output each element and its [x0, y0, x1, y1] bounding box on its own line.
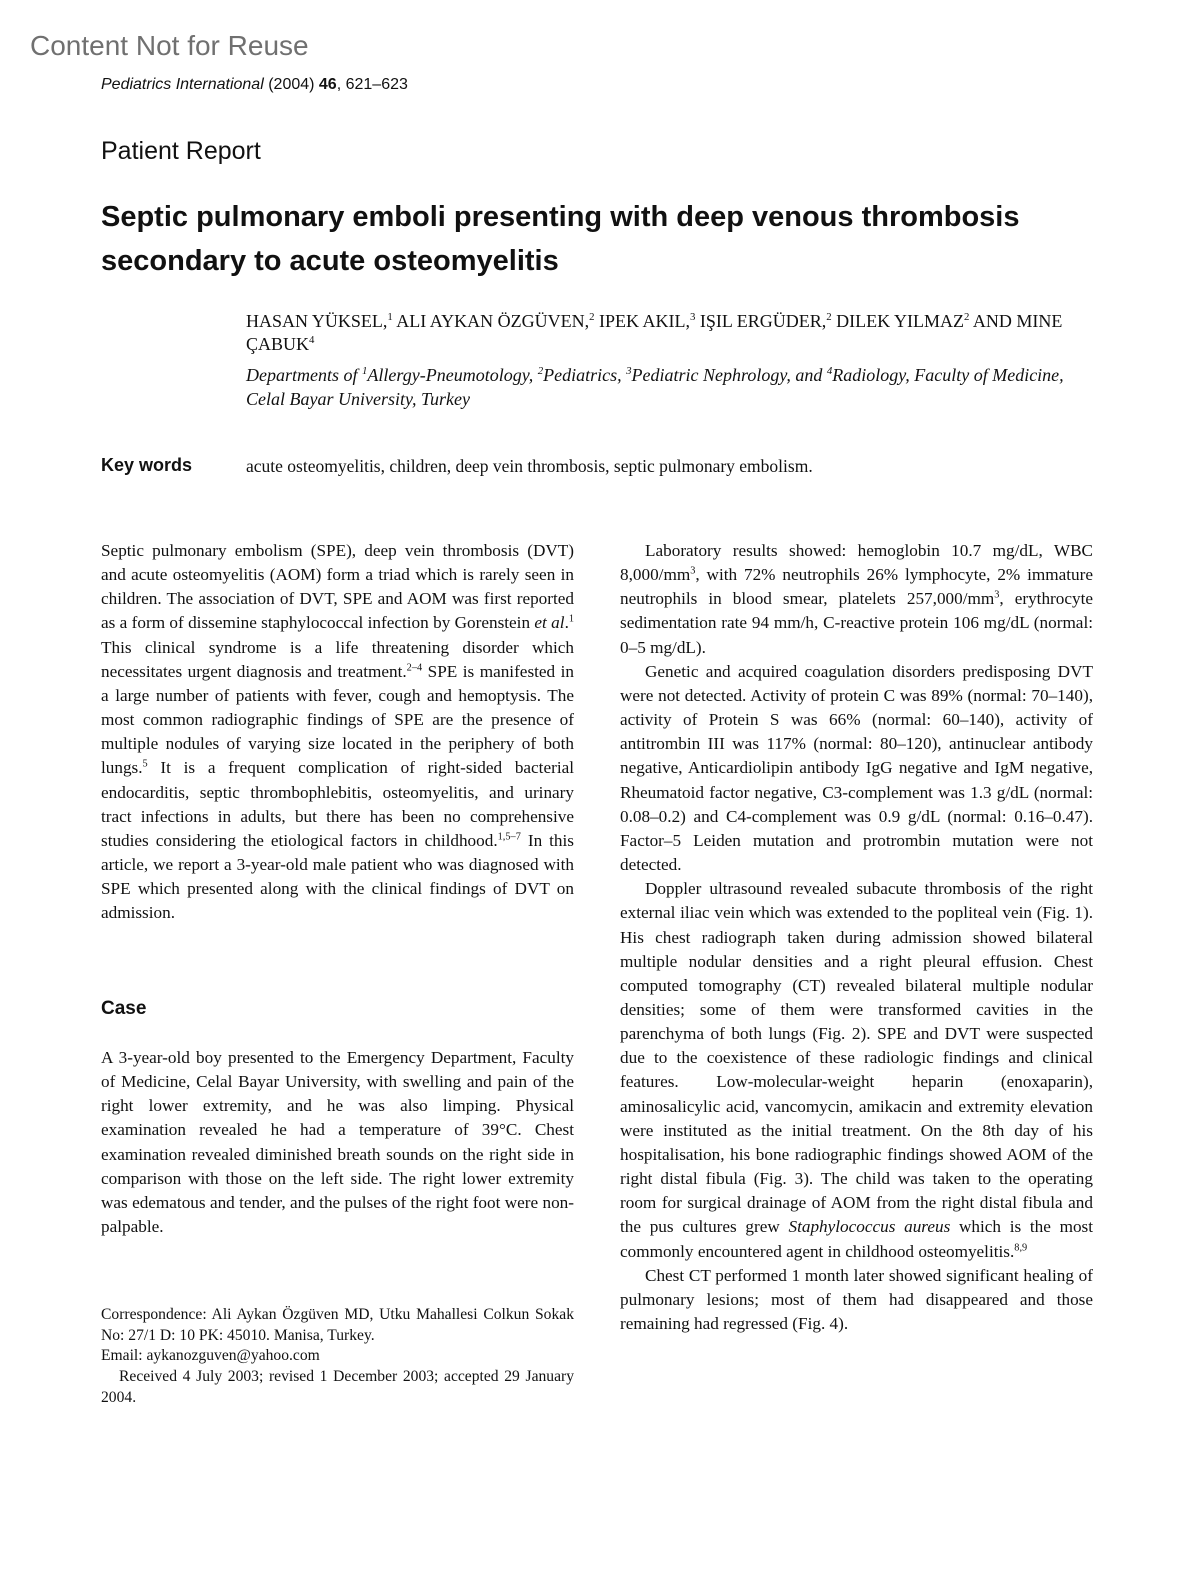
- affiliation-text: Allergy-Pneumotology,: [367, 365, 538, 385]
- right-column: [620, 539, 1093, 1336]
- author-name: IPEK AKIL,: [594, 311, 690, 331]
- affiliation-text: Pediatric Nephrology, and: [631, 365, 827, 385]
- keywords-text: acute osteomyelitis, children, deep vein thrombosis, septic pulmonary embolism.: [246, 456, 813, 476]
- affiliation-mark: 4: [826, 365, 833, 377]
- body-text-italic: et al: [534, 613, 565, 633]
- journal-year: (2004): [263, 76, 319, 93]
- body-text: It is a frequent complication of right-sided bacterial endocarditis, septic thrombophlebitis, osteomyelitis, and urinary tract infections in adults, but there has been no comprehensive studies considering the etiological factors in childhood.: [101, 758, 574, 850]
- author-name: AND MINE ÇABUK: [246, 311, 1063, 354]
- citation-ref: 2–4: [406, 662, 423, 674]
- author-affiliation-mark: 2: [589, 311, 595, 323]
- citation-ref: 5: [142, 758, 148, 770]
- case-paragraph: [101, 1046, 574, 1239]
- article-type: Patient Report: [101, 137, 261, 165]
- journal-name: Pediatrics International: [101, 76, 264, 93]
- body-text: Doppler ultrasound revealed subacute thrombosis of the right external iliac vein which was extended to the popliteal vein (Fig. 1). His chest radiograph taken during admission showed bilateral multiple nodular densities and a right pleural effusion. Chest computed tomography (CT) revealed bilateral multiple nodular densities; some of them were transformed cavities in the parenchyma of both lungs (Fig. 2). SPE and DVT were suspected due to the coexistence of these radiologic findings and clinical features. Low-molecular-weight heparin (enoxaparin), aminosalicylic acid, vancomycin, amikacin and extremity elevation were instituted as the initial treatment. On the 8th day of his hospitalisation, his bone radiographic findings showed AOM of the right distal fibula (Fig. 3). The child was taken to the operating room for surgical drainage of AOM from the right distal fibula and the pus cultures grew: [620, 879, 1093, 1237]
- coagulation-paragraph: Genetic and acquired coagulation disorders predisposing DVT were not detected. Activity of protein C was 89% (normal: 70–140), activity of Protein S was 66% (normal: 60–140), activity of antitrombin III was 117% (normal: 80–120), antinuclear antibody negative, Anticardiolipin antibody IgG negative and IgM negative, Rheumatoid factor negative, C3-complement was 1.3 g/dL (normal: 0.08–0.2) and C4-complement was 0.9 g/dL (normal: 0.16–0.47). Factor–5 Leiden mutation and protrombin mutation were not detected.: [620, 661, 1093, 875]
- followup-paragraph: Chest CT performed 1 month later showed significant healing of pulmonary lesions; most of them had disappeared and those remaining had regressed (Fig. 4).: [620, 1265, 1093, 1333]
- lab-results-paragraph: [620, 539, 1093, 660]
- citation-ref: 8,9: [1014, 1241, 1028, 1253]
- author-name: HASAN YÜKSEL,: [246, 311, 388, 331]
- author-name: DILEK YILMAZ: [831, 311, 964, 331]
- body-text: This clinical syndrome is a life threatening disorder which necessitates urgent diagnosis and treatment.: [101, 637, 574, 681]
- author-affiliation-mark: 4: [309, 334, 315, 346]
- author-affiliation-mark: 1: [387, 311, 393, 323]
- author-name: IŞIL ERGÜDER,: [695, 311, 827, 331]
- journal-volume: 46: [318, 76, 337, 93]
- body-text: Laboratory results showed: hemoglobin 10.7 mg/dL, WBC 8,000/mm: [620, 541, 1093, 585]
- author-list: [246, 310, 1106, 356]
- journal-pages: , 621–623: [336, 76, 408, 93]
- author-affiliation-mark: 2: [963, 311, 970, 323]
- case-text: A 3-year-old boy presented to the Emergency Department, Faculty of Medicine, Celal Bayar University, with swelling and pain of the right lower extremity, and he was also limping. Physical examination revealed he had a temperature of 39°C. Chest examination revealed diminished breath sounds on the right side in comparison with those on the left side. The right lower extremity was edematous and tender, and the pulses of the right foot were non-palpable.: [101, 1048, 574, 1237]
- affiliation-text: Radiology, Faculty of Medicine, Celal Bayar University, Turkey: [246, 365, 1064, 409]
- imaging-paragraph: [620, 877, 1093, 1264]
- journal-citation: [101, 76, 408, 94]
- correspondence-email: Email: aykanozguven@yahoo.com: [101, 1347, 320, 1365]
- organism-name: Staphylococcus aureus: [788, 1217, 951, 1237]
- correspondence-footnote: [101, 1305, 574, 1409]
- body-text: .: [564, 613, 569, 633]
- body-text: , erythrocyte sedimentation rate 94 mm/h, C-reactive protein 106 mg/dL (normal: 0–5 mg/dL).: [620, 589, 1093, 657]
- affiliation-text: Pediatrics,: [543, 365, 627, 385]
- author-name: ALI AYKAN ÖZGÜVEN,: [392, 311, 590, 331]
- body-text: SPE is manifested in a large number of patients with fever, cough and hemoptysis. The most common radiographic findings of SPE are the presence of multiple nodules of varying size located in the periphery of both lungs.: [101, 661, 574, 778]
- affiliations: [246, 363, 1106, 411]
- body-text: , with 72% neutrophils 26% lymphocyte, 2% immature neutrophils in blood smear, platelets 257,000/mm: [620, 565, 1093, 609]
- author-affiliation-mark: 2: [826, 311, 832, 323]
- article-title: Septic pulmonary emboli presenting with deep venous thrombosis secondary to acute osteomyelitis: [101, 201, 1020, 277]
- introduction-paragraph: [101, 539, 574, 926]
- body-text: which is the most commonly encountered agent in childhood osteomyelitis.: [620, 1217, 1093, 1261]
- affiliation-mark: 3: [626, 365, 632, 377]
- affiliation-mark: 2: [537, 365, 544, 377]
- correspondence-address: Correspondence: Ali Aykan Özgüven MD, Utku Mahallesi Colkun Sokak No: 27/1 D: 10 PK: 45010. Manisa, Turkey.: [101, 1306, 574, 1344]
- body-text: Septic pulmonary embolism (SPE), deep vein thrombosis (DVT) and acute osteomyelitis (AOM) form a triad which is rarely seen in children. The association of DVT, SPE and AOM was first reported as a form of dissemine staphylococcal infection by Gorenstein: [101, 541, 574, 633]
- watermark: Content Not for Reuse: [30, 30, 309, 61]
- case-heading: Case: [101, 998, 147, 1019]
- superscript: 3: [690, 565, 696, 577]
- body-text: In this article, we report a 3-year-old male patient who was diagnosed with SPE which presented along with the clinical findings of DVT on admission.: [101, 830, 574, 923]
- keywords-label: Key words: [101, 455, 193, 475]
- author-affiliation-mark: 3: [690, 311, 696, 323]
- affiliation-text: Departments of: [246, 365, 362, 385]
- citation-ref: 1: [568, 613, 575, 625]
- citation-ref: 1,5–7: [497, 831, 521, 843]
- superscript: 3: [994, 589, 1000, 601]
- affiliation-mark: 1: [362, 365, 368, 377]
- received-dates: Received 4 July 2003; revised 1 December 2003; accepted 29 January 2004.: [101, 1368, 574, 1406]
